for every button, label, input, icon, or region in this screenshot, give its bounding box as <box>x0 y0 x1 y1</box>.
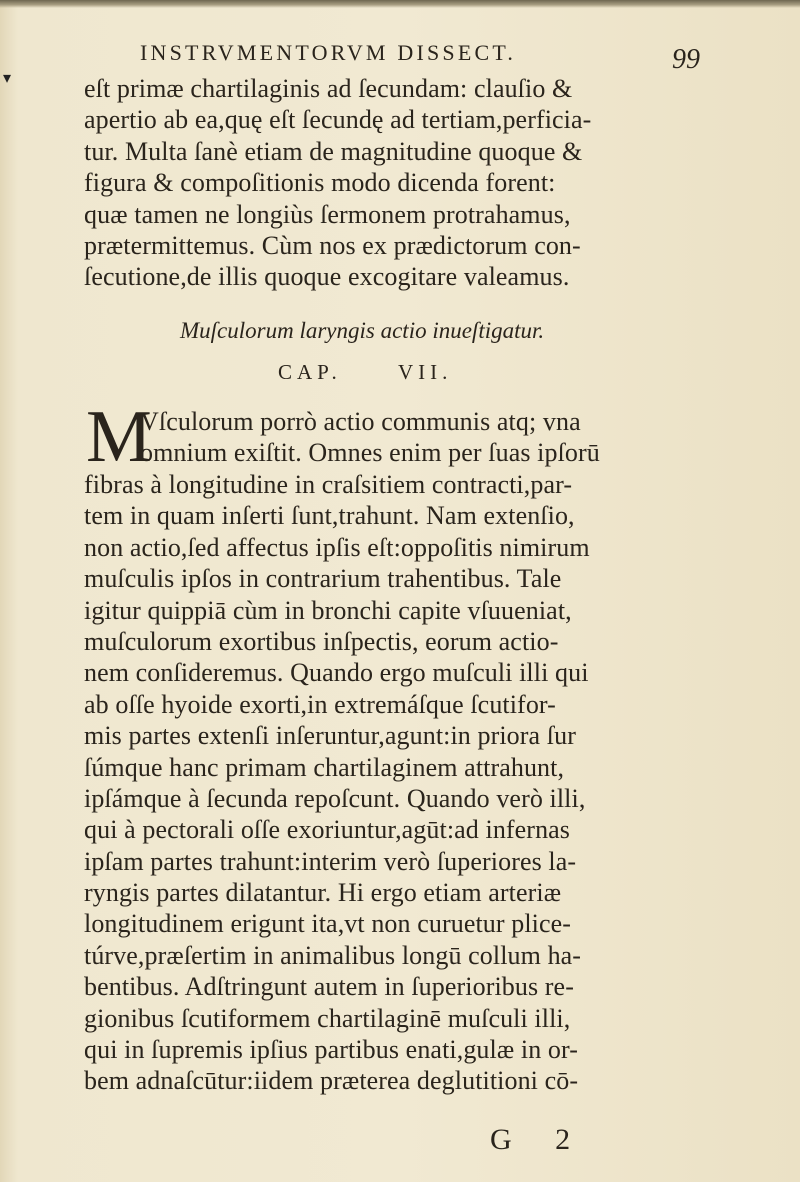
paragraph-body <box>84 469 684 1097</box>
text-line: tem in quam inſerti ſunt,trahunt. Nam extenſio, <box>84 501 575 531</box>
section-heading: Muſculorum laryngis actio inueſtigatur. <box>180 318 545 343</box>
text-line: apertio ab ea,quę eſt ſecundę ad tertiam,perficia- <box>84 105 592 135</box>
text-line: ipſam partes trahunt:interim verò ſuperiores la- <box>84 846 577 876</box>
text-line: igitur quippiā cùm in bronchi capite vſuueniat, <box>84 595 572 625</box>
text-line: ſúmque hanc primam chartilaginem attrahunt, <box>84 752 565 782</box>
text-line: longitudinem erigunt ita,vt non curuetur plice- <box>84 909 572 939</box>
paragraph-opening <box>140 406 680 469</box>
text-line: bem adnaſcūtur:iidem præterea deglutitioni cō- <box>84 1066 579 1096</box>
text-line: túrve,præſertim in animalibus longū collum ha- <box>84 940 582 970</box>
text-line: ipſámque à ſecunda repoſcunt. Quando verò illi, <box>84 783 586 813</box>
text-line: muſculis ipſos in contrarium trahentibus. Tale <box>84 564 562 594</box>
text-line: eſt primæ chartilaginis ad ſecundam: clauſio & <box>84 74 573 103</box>
text-line: prætermittemus. Cùm nos ex prædictorum con- <box>84 230 581 260</box>
signature-mark: G 2 <box>490 1123 589 1156</box>
top-page-edge <box>0 0 800 8</box>
text-line: ſecutione,de illis quoque excogitare valeamus. <box>84 262 570 292</box>
paragraph-top <box>84 73 684 293</box>
text-line: qui à pectorali oſſe exoriuntur,agūt:ad infernas <box>84 815 571 845</box>
text-line: gionibus ſcutiformem chartilaginē muſculi illi, <box>84 1003 571 1033</box>
text-line: Vſculorum porrò actio communis atq; vna <box>140 407 581 436</box>
running-head: INSTRVMENTORVM DISSECT. <box>140 40 517 65</box>
text-line: bentibus. Adſtringunt autem in ſuperioribus re- <box>84 972 574 1002</box>
text-line: non actio,ſed affectus ipſis eſt:oppoſitis nimirum <box>84 532 590 562</box>
text-line: tur. Multa ſanè etiam de magnitudine quoque & <box>84 136 583 166</box>
text-line: mis partes extenſi inſeruntur,agunt:in priora ſur <box>84 721 576 751</box>
chapter-number: VII. <box>398 360 453 384</box>
page-number: 99 <box>672 44 700 75</box>
text-line: qui in ſupremis ipſius partibus enati,gulæ in or- <box>84 1035 578 1065</box>
chapter-label: CAP. <box>278 360 342 384</box>
text-line: ab oſſe hyoide exorti,in extremáſque ſcutifor- <box>84 689 556 719</box>
text-line: figura & compoſitionis modo dicenda forent: <box>84 168 556 198</box>
text-line: nem conſideremus. Quando ergo muſculi illi qui <box>84 658 589 688</box>
text-line: quæ tamen ne longiùs ſermonem protrahamus, <box>84 199 571 229</box>
text-line: muſculorum exortibus inſpectis, eorum actio- <box>84 626 559 656</box>
text-line: fibras à longitudine in craſsitiem contracti,par- <box>84 470 573 499</box>
text-line: omnium exiſtit. Omnes enim per ſuas ipſorū <box>140 438 600 468</box>
drop-cap: M <box>86 396 152 478</box>
text-line: ryngis partes dilatantur. Hi ergo etiam arteriæ <box>84 878 562 908</box>
gutter-mark: ▾ <box>3 70 12 87</box>
